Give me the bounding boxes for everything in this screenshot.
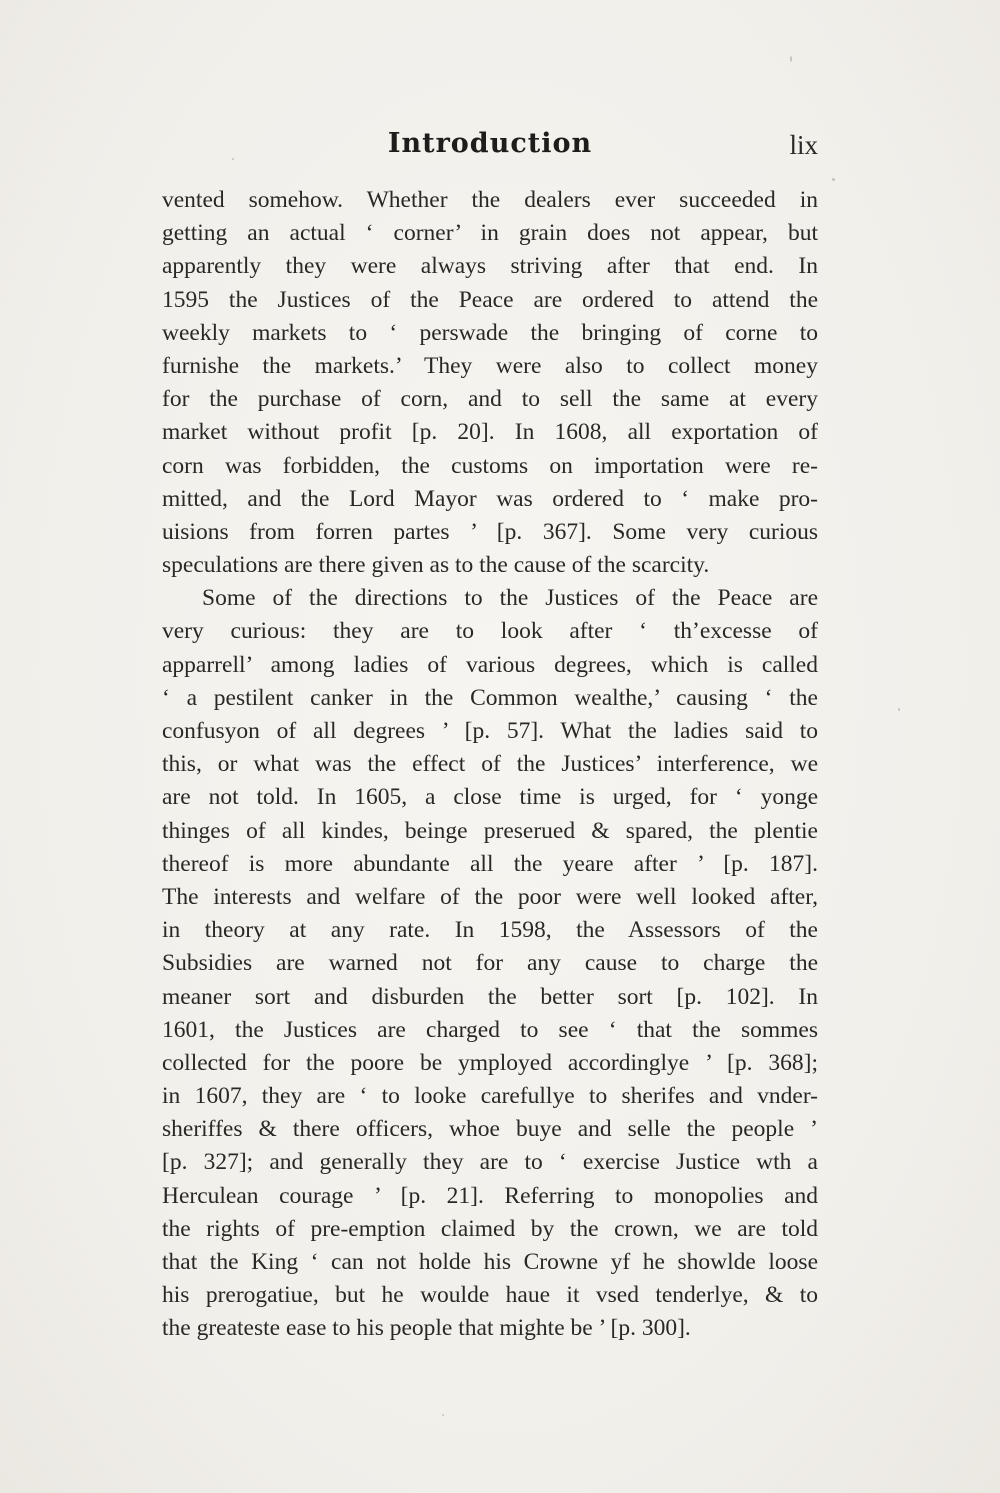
text-line: The interests and welfare of the poor were well looked after, — [162, 883, 818, 910]
text-line: sheriffes & there officers, whoe buye and selle the people ’ — [162, 1116, 818, 1143]
text-line: thinges of all kindes, beinge preserued & spared, the plentie — [162, 817, 818, 844]
text-line: the rights of pre-emption claimed by the crown, we are told — [162, 1215, 818, 1242]
text-line: getting an actual ‘ corner’ in grain does not appear, but — [162, 220, 818, 247]
text-line: corn was forbidden, the customs on importation were re- — [162, 452, 818, 479]
text-line: [p. 327]; and generally they are to ‘ exercise Justice wth a — [162, 1149, 818, 1176]
text-line: his prerogatiue, but he woulde haue it vsed tenderlye, & to — [162, 1282, 818, 1309]
paper-speck — [232, 158, 234, 160]
paper-speck — [832, 178, 835, 181]
text-line: for the purchase of corn, and to sell the same at every — [162, 386, 818, 413]
text-line: Herculean courage ’ [p. 21]. Referring to monopolies and — [162, 1182, 818, 1209]
text-line: market without profit [p. 20]. In 1608, all exportation of — [162, 419, 818, 446]
paper-speck — [898, 708, 900, 711]
text-line: in theory at any rate. In 1598, the Assessors of the — [162, 917, 818, 944]
text-line: vented somehow. Whether the dealers ever succeeded in — [162, 187, 818, 213]
text-line: this, or what was the effect of the Justices’ interference, we — [162, 751, 818, 778]
text-line: furnishe the markets.’ They were also to collect money — [162, 352, 818, 379]
page-title: Introduction — [387, 128, 593, 159]
paper-speck — [442, 1414, 444, 1416]
text-line: are not told. In 1605, a close time is urged, for ‘ yonge — [162, 784, 818, 811]
text-line: mitted, and the Lord Mayor was ordered to ‘ make pro- — [162, 485, 818, 512]
text-line: uisions from forren partes ’ [p. 367]. Some very curious — [162, 518, 818, 545]
text-line: apparently they were always striving after that end. In — [162, 253, 818, 280]
paragraph-first-line: Some of the directions to the Justices of the Peace are — [202, 585, 818, 612]
text-line: Subsidies are warned not for any cause to charge the — [162, 950, 818, 977]
text-line: the greateste ease to his people that mighte be ’ [p. 300]. — [162, 1315, 691, 1342]
page-number: lix — [789, 130, 818, 160]
text-line: collected for the poore be ymployed accordinglye ’ [p. 368]; — [162, 1049, 818, 1076]
text-line: weekly markets to ‘ perswade the bringing of corne to — [162, 319, 818, 346]
text-line: in 1607, they are ‘ to looke carefullye to sherifes and vnder- — [162, 1083, 818, 1110]
body-text — [162, 184, 818, 1346]
running-head — [162, 128, 818, 168]
text-line: that the King ‘ can not holde his Crowne yf he showlde loose — [162, 1249, 818, 1275]
text-line: apparrell’ among ladies of various degrees, which is called — [162, 651, 818, 678]
text-line: meaner sort and disburden the better sort [p. 102]. In — [162, 983, 818, 1010]
text-line: 1595 the Justices of the Peace are ordered to attend the — [162, 286, 818, 313]
paper-speck — [790, 56, 792, 62]
text-line: 1601, the Justices are charged to see ‘ that the sommes — [162, 1016, 818, 1043]
text-line: thereof is more abundante all the yeare after ’ [p. 187]. — [162, 850, 818, 877]
text-line: speculations are there given as to the cause of the scarcity. — [162, 552, 710, 579]
text-line: ‘ a pestilent canker in the Common wealthe,’ causing ‘ the — [162, 684, 818, 711]
text-line: confusyon of all degrees ’ [p. 57]. What the ladies said to — [162, 718, 818, 744]
text-line: very curious: they are to look after ‘ th’excesse of — [162, 618, 818, 645]
